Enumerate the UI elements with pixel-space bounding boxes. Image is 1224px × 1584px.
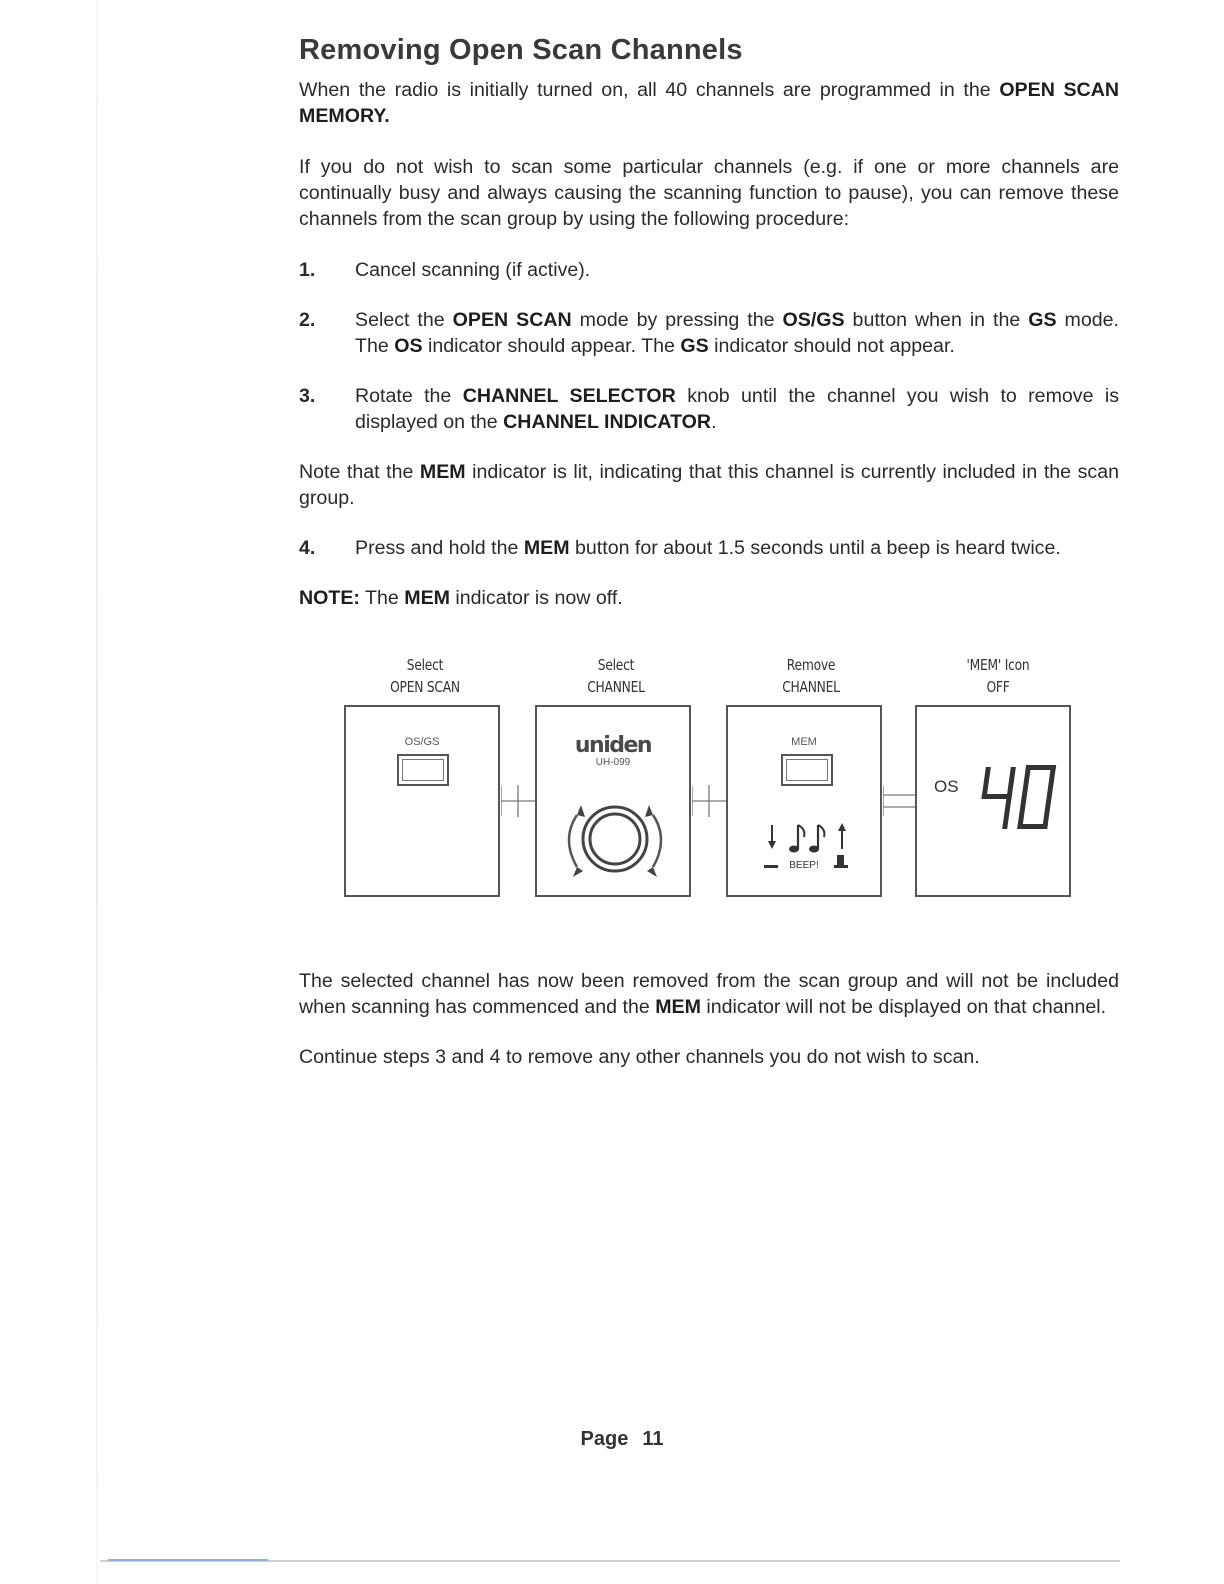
panel-os-gs-button bbox=[344, 705, 500, 897]
scan-edge bbox=[96, 0, 98, 1584]
channel-knob-icon bbox=[555, 789, 675, 885]
step-text: Rotate the CHANNEL SELECTOR knob until the channel you wish to remove is displayed on the CHANNEL INDICATOR. bbox=[355, 385, 1119, 433]
continue-paragraph: Continue steps 3 and 4 to remove any other channels you do not wish to scan. bbox=[299, 1046, 980, 1068]
outro-section bbox=[299, 968, 1119, 1070]
step-4 bbox=[299, 535, 1119, 561]
caption-select-channel: Select CHANNEL bbox=[587, 656, 645, 696]
intro-text: When the radio is initially turned on, all 40 channels are programmed in the bbox=[299, 79, 1000, 101]
step-3 bbox=[299, 383, 1119, 435]
step-number: 1. bbox=[299, 259, 316, 281]
page-title: Removing Open Scan Channels bbox=[299, 34, 743, 66]
plus-joiner bbox=[692, 705, 726, 897]
os-gs-button-icon bbox=[397, 754, 449, 786]
bottom-rule-accent bbox=[108, 1559, 268, 1561]
os-gs-button-label: OS/GS bbox=[404, 736, 440, 748]
caption-remove-channel: Remove CHANNEL bbox=[782, 656, 840, 696]
note-paragraph: NOTE: The MEM indicator is now off. bbox=[299, 587, 623, 609]
page-number bbox=[0, 1428, 1224, 1451]
beep-label: BEEP! bbox=[789, 860, 819, 871]
step-text: Press and hold the MEM button for about 1.5 seconds until a beep is heard twice. bbox=[355, 537, 1061, 559]
procedure-intro: If you do not wish to scan some particular channels (e.g. if one or more channels are continually busy and always causing the scanning function to pause), you can remove these channels from the scan group by using the following procedure: bbox=[299, 156, 1119, 230]
uniden-logo: uniden bbox=[574, 733, 652, 758]
panel-channel-knob bbox=[535, 705, 691, 897]
step-number: 4. bbox=[299, 537, 316, 559]
caption-select-open-scan: Select OPEN SCAN bbox=[390, 656, 460, 696]
outro-paragraph: The selected channel has now been removed from the scan group and will not be included when scanning has commenced and the MEM indicator will not be displayed on that channel. bbox=[299, 970, 1119, 1018]
step-text: Select the OPEN SCAN mode by pressing the OS/GS button when in the GS mode. The OS indicator should appear. The GS indicator should not appear. bbox=[355, 309, 1119, 357]
equals-joiner bbox=[883, 705, 917, 897]
page-body bbox=[299, 34, 1119, 611]
panel-channel-display bbox=[915, 705, 1071, 897]
caption-mem-icon-off: 'MEM' Icon OFF bbox=[966, 656, 1030, 696]
panel-mem-button bbox=[726, 705, 882, 897]
model-label: UH-099 bbox=[595, 757, 631, 768]
page-label: Page bbox=[580, 1428, 629, 1450]
step-1 bbox=[299, 257, 1119, 283]
seven-segment-40 bbox=[975, 759, 1059, 835]
os-indicator: OS bbox=[934, 777, 959, 796]
step-number: 2. bbox=[299, 309, 316, 331]
plus-joiner bbox=[501, 705, 535, 897]
step-2 bbox=[299, 307, 1119, 359]
intro-paragraph bbox=[299, 77, 1119, 129]
mem-note-paragraph: Note that the MEM indicator is lit, indicating that this channel is currently included in the scan group. bbox=[299, 461, 1119, 509]
note-label: NOTE: bbox=[299, 587, 360, 609]
step-text: Cancel scanning (if active). bbox=[355, 259, 591, 281]
mem-button-label: MEM bbox=[791, 736, 817, 748]
procedure-diagram bbox=[343, 654, 1079, 904]
step-number: 3. bbox=[299, 385, 316, 407]
intro-bold: OPEN SCAN MEMORY. bbox=[299, 79, 1119, 127]
mem-button-icon bbox=[781, 754, 833, 786]
page-number-value: 11 bbox=[642, 1428, 664, 1450]
